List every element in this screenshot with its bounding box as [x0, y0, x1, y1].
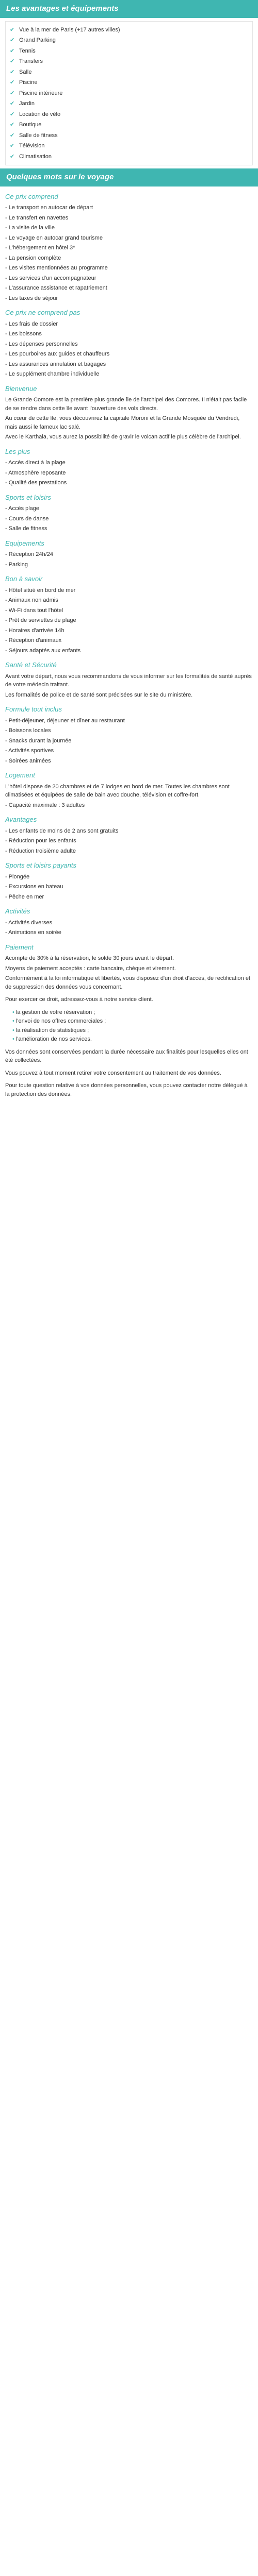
check-icon: ✔ — [10, 153, 15, 160]
equipment-label: Jardin — [19, 100, 35, 107]
cnil-para-1: Conformément à la loi informatique et libertés, vous disposez d'un droit d'accès, de rectification et de suppression des données vous concernant. — [5, 975, 250, 990]
check-icon: ✔ — [10, 100, 15, 107]
section-title: Santé et Sécurité — [5, 661, 57, 669]
section-text: - La pension complète — [5, 255, 61, 261]
equipment-item — [10, 77, 248, 88]
section-text: - Plongée — [5, 873, 30, 880]
section-title: Bon à savoir — [5, 575, 43, 583]
equipment-label: Tennis — [19, 47, 36, 54]
equipment-label: Télévision — [19, 143, 45, 149]
equipment-item — [10, 25, 248, 36]
equipment-item — [10, 130, 248, 141]
section-text: - Capacité maximale : 3 adultes — [5, 802, 85, 808]
section-title: Avantages — [5, 816, 37, 823]
section-text: Moyens de paiement acceptés : carte bancaire, chèque et virement. — [5, 965, 176, 972]
section-text: Avant votre départ, nous vous recommandons de vous informer sur les formalités de santé auprès de votre médecin traitant. — [5, 673, 252, 688]
info-section — [5, 660, 253, 699]
section-text: - Activités diverses — [5, 919, 53, 926]
section-text: - Animations en soirée — [5, 929, 61, 936]
equipment-label: Boutique — [19, 122, 42, 128]
equipment-item — [10, 98, 248, 109]
equipment-item — [10, 151, 248, 162]
section-text: - Snacks durant la journée — [5, 737, 72, 744]
section-text: - Le transport en autocar de départ — [5, 205, 93, 211]
info-section — [5, 447, 253, 487]
section-text: - Le supplément chambre individuelle — [5, 371, 100, 377]
section-text: - Réduction pour les enfants — [5, 838, 76, 844]
equipment-label: Location de vélo — [19, 111, 61, 117]
section-title: Ce prix comprend — [5, 192, 58, 200]
cnil-section — [5, 974, 253, 1098]
section-title: Bienvenue — [5, 384, 37, 393]
info-section — [5, 308, 253, 379]
equipment-item — [10, 46, 248, 57]
section-text: - Les frais de dossier — [5, 320, 58, 327]
equipment-item — [10, 120, 248, 130]
info-section — [5, 942, 253, 973]
equipment-item — [10, 67, 248, 78]
check-icon: ✔ — [10, 122, 15, 128]
section-text: - Hôtel situé en bord de mer — [5, 587, 76, 594]
equipment-item — [10, 109, 248, 120]
equipment-label: Grand Parking — [19, 37, 56, 43]
section-text: - Les enfants de moins de 2 ans sont gratuits — [5, 827, 119, 834]
info-section — [5, 384, 253, 442]
equipment-item — [10, 56, 248, 67]
check-icon: ✔ — [10, 143, 15, 149]
section-text: - Accès plage — [5, 505, 40, 512]
check-icon: ✔ — [10, 90, 15, 96]
section-text: L'hôtel dispose de 20 chambres et de 7 lodges en bord de mer. Toutes les chambres sont climatisées et équipées de salle de bain avec douche, télévision et coffre-fort. — [5, 783, 230, 798]
equipment-item — [10, 141, 248, 151]
section-text: - Les taxes de séjour — [5, 295, 58, 301]
section-text: Les formalités de police et de santé sont précisées sur le site du ministère. — [5, 691, 193, 698]
check-icon: ✔ — [10, 58, 15, 64]
page — [0, 0, 258, 1098]
cnil-bullet: • la réalisation de statistiques ; — [12, 1026, 253, 1035]
check-icon: ✔ — [10, 37, 15, 43]
section-text: - Les dépenses personnelles — [5, 341, 78, 347]
info-section — [5, 704, 253, 765]
section-text: - Le voyage en autocar grand tourisme — [5, 234, 103, 241]
section-title: Logement — [5, 771, 35, 779]
equipment-label: Piscine — [19, 79, 38, 86]
section-text: - Parking — [5, 561, 28, 568]
section-title: Ce prix ne comprend pas — [5, 309, 80, 316]
section-text: - Le transfert en navettes — [5, 214, 69, 221]
section-title: Formule tout inclus — [5, 705, 62, 713]
section-text: - Activités sportives — [5, 748, 54, 754]
section-text: - Soirées animées — [5, 757, 51, 764]
equipments-box — [5, 21, 253, 166]
equipment-label: Salle de fitness — [19, 132, 58, 139]
section-title: Sports et loisirs payants — [5, 861, 77, 869]
section-text: - Accès direct à la plage — [5, 460, 66, 466]
section-text: - Animaux non admis — [5, 597, 58, 603]
cnil-para-3: Vos données sont conservées pendant la durée nécessaire aux finalités pour lesquelles elles ont été collectées. — [5, 1048, 248, 1063]
section-text: Avec le Karthala, vous aurez la possibilité de gravir le volcan actif le plus célèbre de l'archipel. — [5, 434, 241, 440]
equipments-header: Les avantages et équipements — [0, 0, 258, 18]
equipment-item — [10, 35, 248, 46]
info-section — [5, 574, 253, 655]
equipment-label: Vue à la mer de Paris (+17 autres villes) — [19, 26, 120, 33]
section-text: - Atmosphère reposante — [5, 469, 66, 476]
section-text: Au cœur de cette île, vous découvrirez la capitale Moroni et la Grande Mosquée du Vendredi, mais aussi le fameux lac salé. — [5, 415, 240, 430]
section-text: - Salle de fitness — [5, 526, 47, 532]
info-section — [5, 860, 253, 901]
info-section — [5, 192, 253, 303]
cnil-para-5: Pour toute question relative à vos données personnelles, vous pouvez contacter notre délégué à la protection des données. — [5, 1082, 248, 1097]
info-section — [5, 906, 253, 937]
check-icon: ✔ — [10, 132, 15, 139]
info-section — [5, 815, 253, 855]
section-text: - Horaires d'arrivée 14h — [5, 627, 64, 634]
info-section — [5, 770, 253, 809]
section-text: Le Grande Comore est la première plus grande île de l'archipel des Comores. Il n'était pas facile de se rendre dans cette île avant l'ouverture des vols directs. — [5, 397, 247, 412]
section-title: Sports et loisirs — [5, 493, 51, 501]
section-title: Les plus — [5, 447, 30, 455]
equipment-item — [10, 88, 248, 99]
section-text: - Qualité des prestations — [5, 480, 67, 486]
section-text: - Les assurances annulation et bagages — [5, 361, 106, 367]
equipment-label: Salle — [19, 69, 32, 75]
sections — [0, 192, 258, 973]
check-icon: ✔ — [10, 47, 15, 54]
section-text: - L'assurance assistance et rapatriement — [5, 285, 107, 291]
section-text: - Réception 24h/24 — [5, 551, 53, 557]
equipment-label: Piscine intérieure — [19, 90, 63, 96]
section-text: - Les boissons — [5, 331, 42, 337]
section-title: Activités — [5, 907, 30, 915]
cnil-para-4: Vous pouvez à tout moment retirer votre consentement au traitement de vos données. — [5, 1070, 221, 1076]
section-text: - Les services d'un accompagnateur — [5, 275, 96, 281]
section-text: - Petit-déjeuner, déjeuner et dîner au restaurant — [5, 717, 125, 724]
check-icon: ✔ — [10, 26, 15, 33]
section-text: Acompte de 30% à la réservation, le solde 30 jours avant le départ. — [5, 955, 174, 961]
section-text: - La visite de la ville — [5, 225, 55, 231]
section-text: - Réduction troisième adulte — [5, 848, 76, 854]
questions-header: Quelques mots sur le voyage — [0, 168, 258, 187]
check-icon: ✔ — [10, 79, 15, 86]
cnil-bullets — [5, 1008, 253, 1044]
section-text: - Les pourboires aux guides et chauffeurs — [5, 351, 110, 357]
check-icon: ✔ — [10, 111, 15, 117]
section-text: - Cours de danse — [5, 515, 49, 522]
section-text: - L'hébergement en hôtel 3* — [5, 245, 75, 251]
section-text: - Réception d'animaux — [5, 637, 62, 643]
cnil-bullet: • l'envoi de nos offres commerciales ; — [12, 1017, 253, 1026]
section-title: Equipements — [5, 539, 44, 547]
section-text: - Séjours adaptés aux enfants — [5, 647, 81, 654]
cnil-para-2: Pour exercer ce droit, adressez-vous à notre service client. — [5, 996, 153, 1003]
check-icon: ✔ — [10, 69, 15, 75]
cnil-bullet: • l'amélioration de nos services. — [12, 1035, 253, 1044]
cnil-bullet: • la gestion de votre réservation ; — [12, 1008, 253, 1017]
section-text: - Boissons locales — [5, 727, 51, 734]
equipment-label: Transfers — [19, 58, 43, 64]
section-text: - Pêche en mer — [5, 893, 44, 900]
section-text: - Wi-Fi dans tout l'hôtel — [5, 607, 63, 614]
equipment-label: Climatisation — [19, 153, 52, 160]
section-title: Paiement — [5, 943, 34, 951]
section-text: - Prêt de serviettes de plage — [5, 617, 76, 623]
info-section — [5, 493, 253, 533]
info-section — [5, 538, 253, 569]
equipments-list — [10, 25, 248, 162]
section-text: - Excursions en bateau — [5, 884, 63, 890]
section-text: - Les visites mentionnées au programme — [5, 265, 108, 271]
